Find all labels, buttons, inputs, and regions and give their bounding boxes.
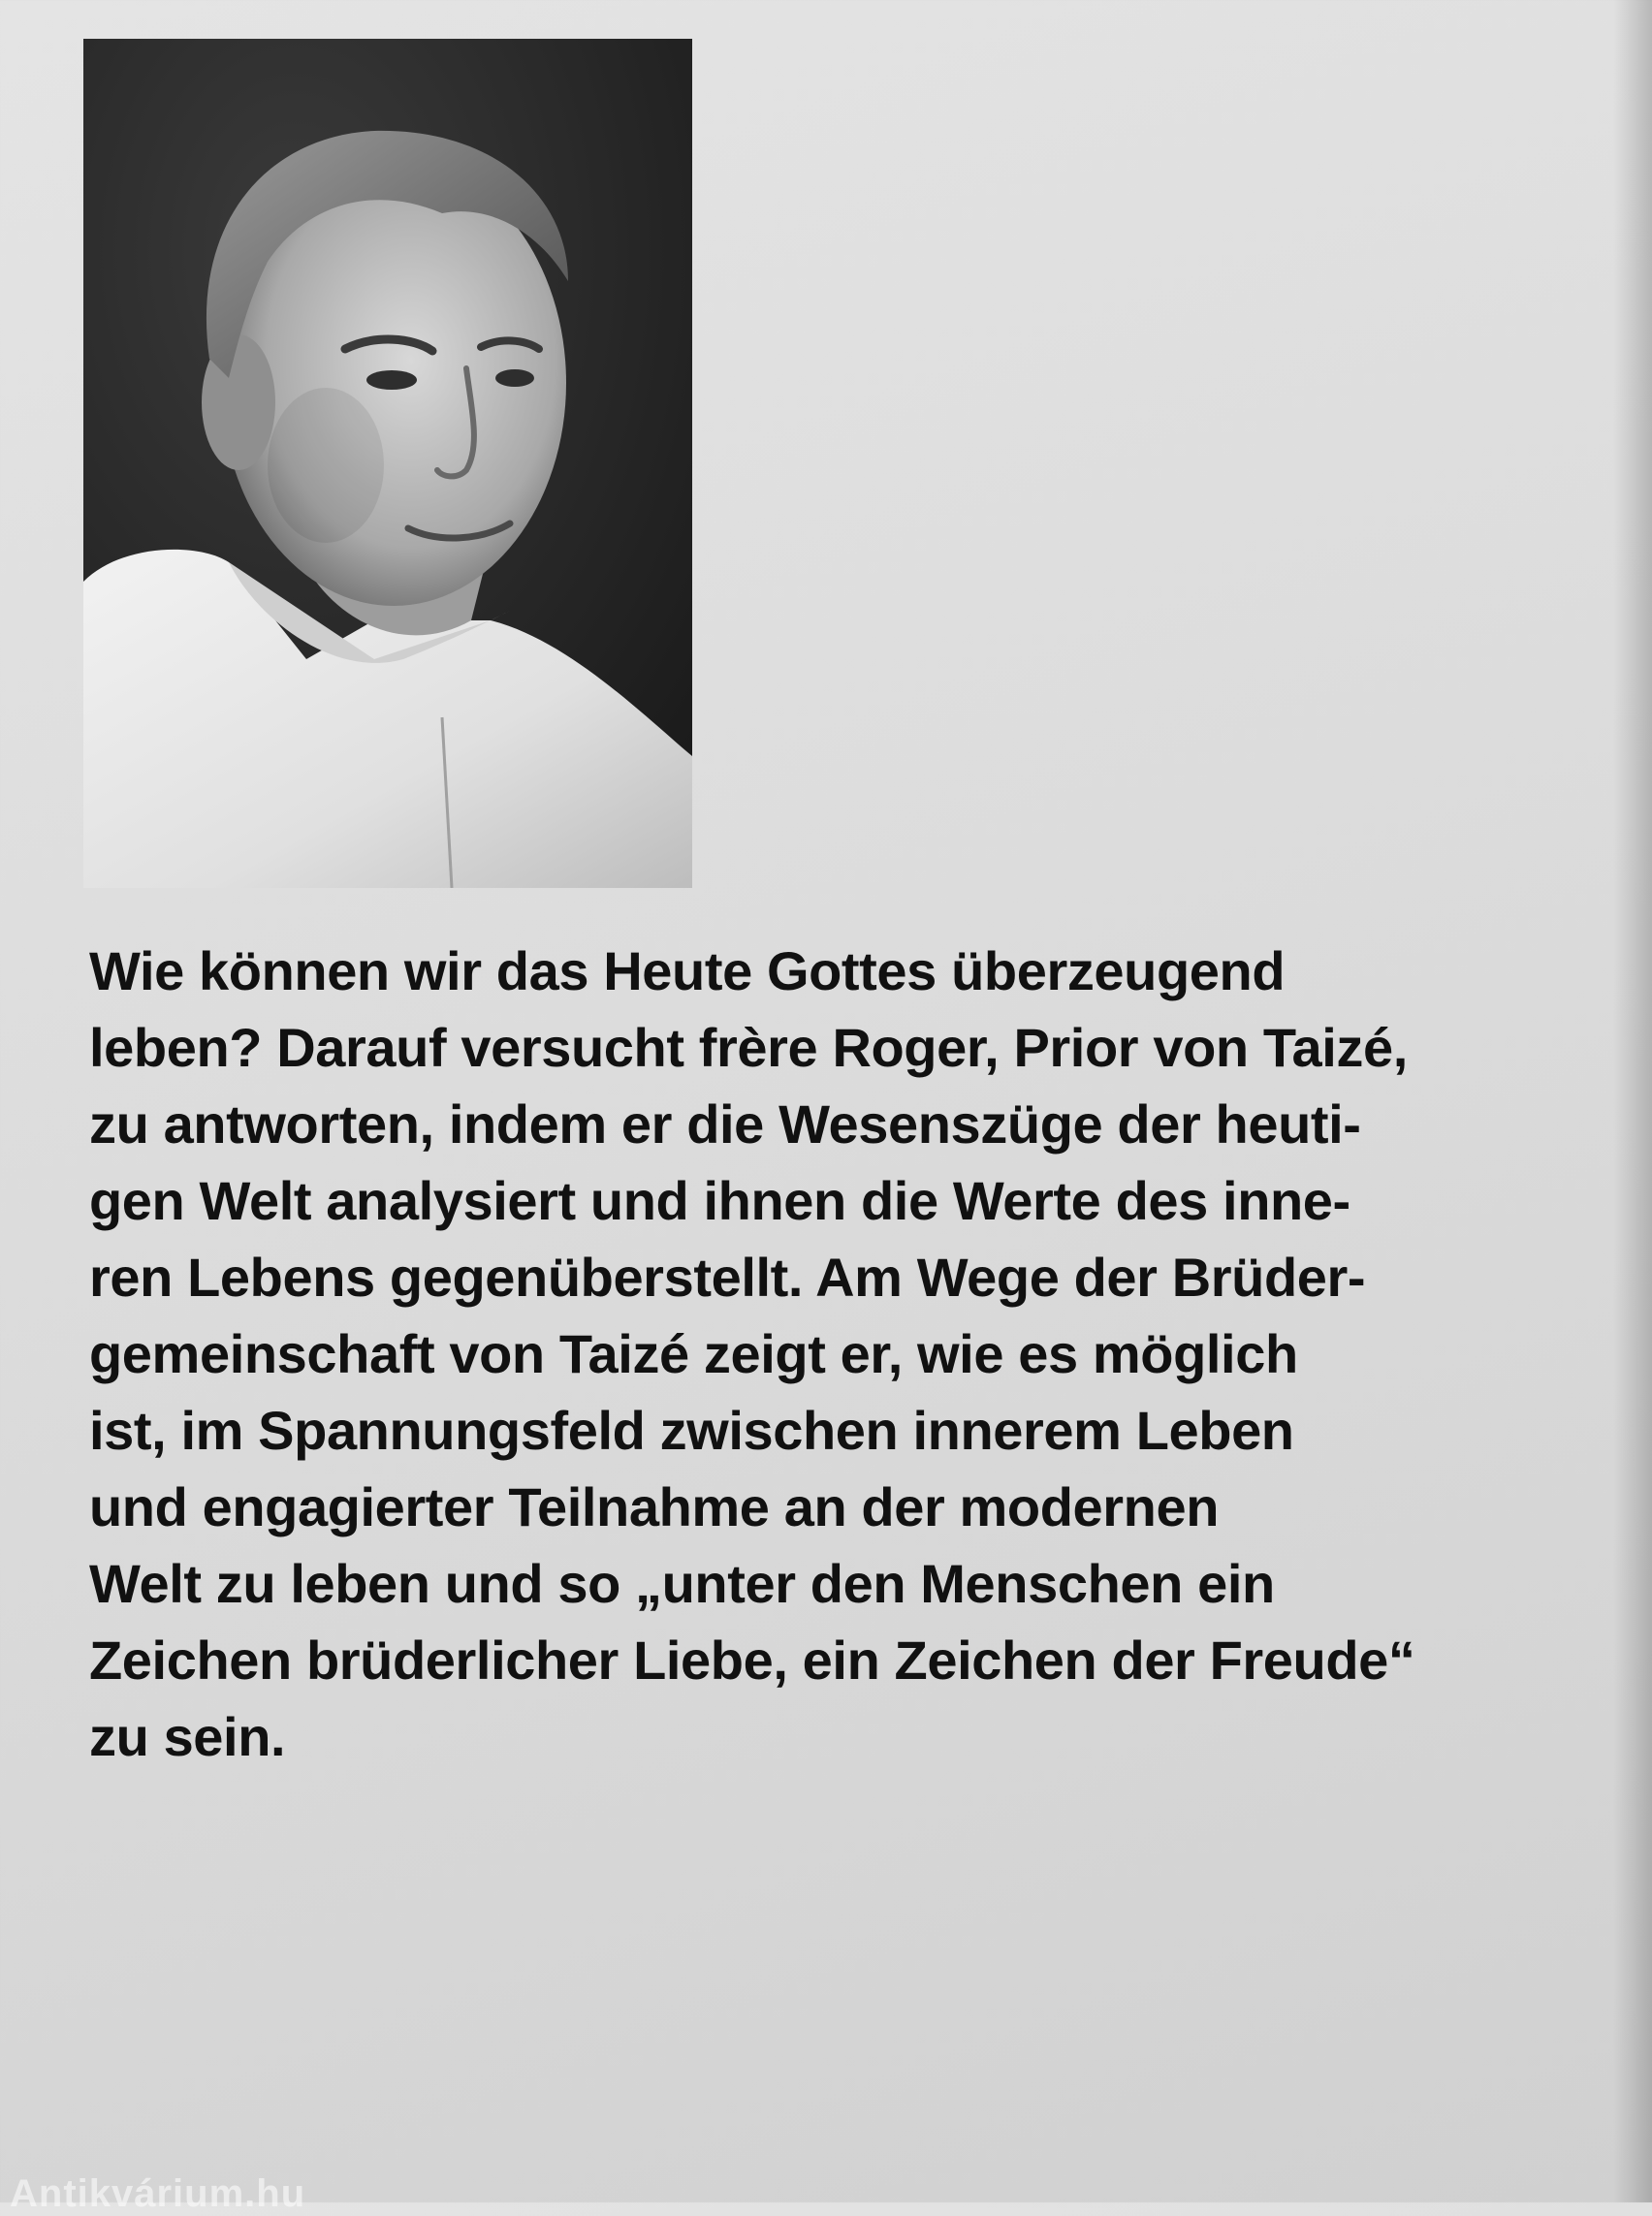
- blurb-line: gen Welt analysiert und ihnen die Werte des inne-: [89, 1170, 1350, 1231]
- portrait-image: [83, 39, 692, 888]
- blurb-line: zu sein.: [89, 1706, 286, 1767]
- page-edge-shadow: [1613, 0, 1652, 2202]
- blurb-line: und engagierter Teilnahme an der modernen: [89, 1476, 1220, 1537]
- blurb-line: Welt zu leben und so „unter den Menschen ein: [89, 1553, 1275, 1614]
- author-portrait-photo: [83, 39, 692, 888]
- blurb-line: leben? Darauf versucht frère Roger, Prior von Taizé,: [89, 1017, 1408, 1078]
- blurb-line: gemeinschaft von Taizé zeigt er, wie es möglich: [89, 1323, 1298, 1384]
- blurb-line: zu antworten, indem er die Wesenszüge der heuti-: [89, 1093, 1361, 1155]
- blurb-line: Zeichen brüderlicher Liebe, ein Zeichen der Freude“: [89, 1630, 1415, 1691]
- blurb-line: ist, im Spannungsfeld zwischen innerem Leben: [89, 1400, 1294, 1461]
- watermark: Antikvárium.hu: [10, 2172, 306, 2215]
- back-cover-blurb: [89, 933, 1621, 1775]
- blurb-line: ren Lebens gegenüberstellt. Am Wege der Brüder-: [89, 1247, 1366, 1308]
- blurb-line: Wie können wir das Heute Gottes überzeugend: [89, 940, 1286, 1001]
